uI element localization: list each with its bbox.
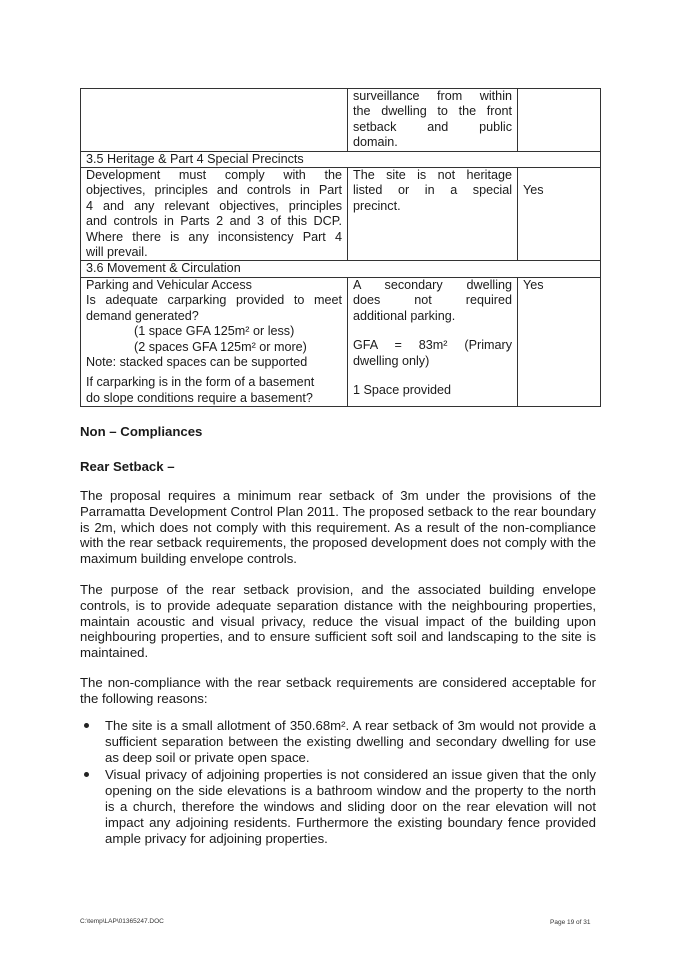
- complies-cell: [518, 168, 601, 261]
- complies-value: Yes: [523, 183, 544, 198]
- proposal-line: additional parking.: [353, 308, 456, 323]
- proposal-line: A secondary dwelling: [353, 277, 512, 292]
- paragraph: The purpose of the rear setback provision, and the associated building envelope controls, is to provide adequate separation distance with the neighbouring properties, maintain acoustic and visual privacy, reduce the visual impact of the building upon neighbouring properties, and to ensure sufficient soft soil and landscaping to the site is maintained.: [80, 582, 596, 661]
- bullet-icon: [84, 723, 89, 728]
- paragraph: The non-compliance with the rear setback requirements are considered acceptable for the following reasons:: [80, 675, 596, 706]
- reasons-list: [80, 718, 596, 848]
- list-item-text: Visual privacy of adjoining properties is not considered an issue given that the only opening on the side elevations is a bathroom window and the property to the north is a church, therefore the windows and sliding door on the rear elevation will not impact any adjoining residents. Furthermore the existing boundary fence provided ample privacy for adjoining properties.: [105, 767, 596, 846]
- list-item: [80, 718, 596, 765]
- control-line: If carparking is in the form of a basement: [86, 375, 315, 390]
- section-row-movement: [81, 261, 601, 277]
- proposal-line: listed or in a special: [353, 183, 512, 198]
- control-line: Where there is any inconsistency Part 4: [86, 229, 342, 244]
- control-cell: [81, 168, 348, 261]
- footer-file-path: C:\temp\LAP\01365247.DOC: [80, 918, 164, 925]
- list-item: [80, 767, 596, 846]
- control-line: (1 space GFA 125m² or less): [134, 324, 295, 339]
- proposal-line: dwelling only): [353, 353, 430, 368]
- proposal-line: domain.: [353, 135, 398, 150]
- proposal-cell: [348, 277, 518, 406]
- proposal-line: 1 Space provided: [353, 382, 452, 397]
- control-line: objectives, principles and controls in Part: [86, 183, 342, 198]
- control-cell: [81, 277, 348, 406]
- proposal-line: precinct.: [353, 198, 401, 213]
- section-heading: 3.5 Heritage & Part 4 Special Precincts: [81, 151, 601, 167]
- proposal-line: the dwelling to the front: [353, 104, 512, 119]
- dcp-compliance-table: [80, 88, 601, 407]
- complies-cell: [518, 89, 601, 152]
- table-row: [81, 89, 601, 152]
- control-line: Development must comply with the: [86, 168, 342, 183]
- proposal-line: does not required: [353, 293, 512, 308]
- control-line: do slope conditions require a basement?: [86, 390, 313, 405]
- proposal-line: setback and public: [353, 119, 512, 134]
- non-compliances-heading: Non – Compliances: [80, 424, 203, 439]
- proposal-cell: [348, 168, 518, 261]
- bullet-icon: [84, 772, 89, 777]
- control-cell: [81, 89, 348, 152]
- table-row: [81, 168, 601, 261]
- control-line: 4 and any relevant objectives, principles: [86, 198, 342, 213]
- control-line: Note: stacked spaces can be supported: [86, 354, 308, 369]
- complies-cell: [518, 277, 601, 406]
- rear-setback-heading: Rear Setback –: [80, 459, 175, 474]
- list-item-text: The site is a small allotment of 350.68m². A rear setback of 3m would not provide a sufficient separation between the existing dwelling and secondary dwelling for use as deep soil or private open space.: [105, 718, 596, 765]
- proposal-cell: [348, 89, 518, 152]
- complies-value: Yes: [523, 277, 544, 292]
- control-line: will prevail.: [86, 245, 148, 260]
- control-line: Is adequate carparking provided to meet: [86, 293, 342, 308]
- footer-page-number: Page 19 of 31: [550, 919, 591, 926]
- section-row-heritage: [81, 151, 601, 167]
- section-heading: 3.6 Movement & Circulation: [81, 261, 601, 277]
- proposal-line: GFA = 83m² (Primary: [353, 338, 512, 353]
- control-line: demand generated?: [86, 308, 199, 323]
- proposal-line: surveillance from within: [353, 89, 512, 103]
- control-line: and controls in Parts 2 and 3 of this DCP.: [86, 214, 342, 229]
- control-line: Parking and Vehicular Access: [86, 277, 252, 292]
- proposal-line: The site is not heritage: [353, 168, 512, 183]
- table-row: [81, 277, 601, 406]
- paragraph: The proposal requires a minimum rear setback of 3m under the provisions of the Parramatta Development Control Plan 2011. The proposed setback to the rear boundary is 2m, which does not comply with this requirement. As a result of the non-compliance with the rear setback requirements, the proposed development does not comply with the maximum building envelope controls.: [80, 488, 596, 567]
- control-line: (2 spaces GFA 125m² or more): [134, 339, 307, 354]
